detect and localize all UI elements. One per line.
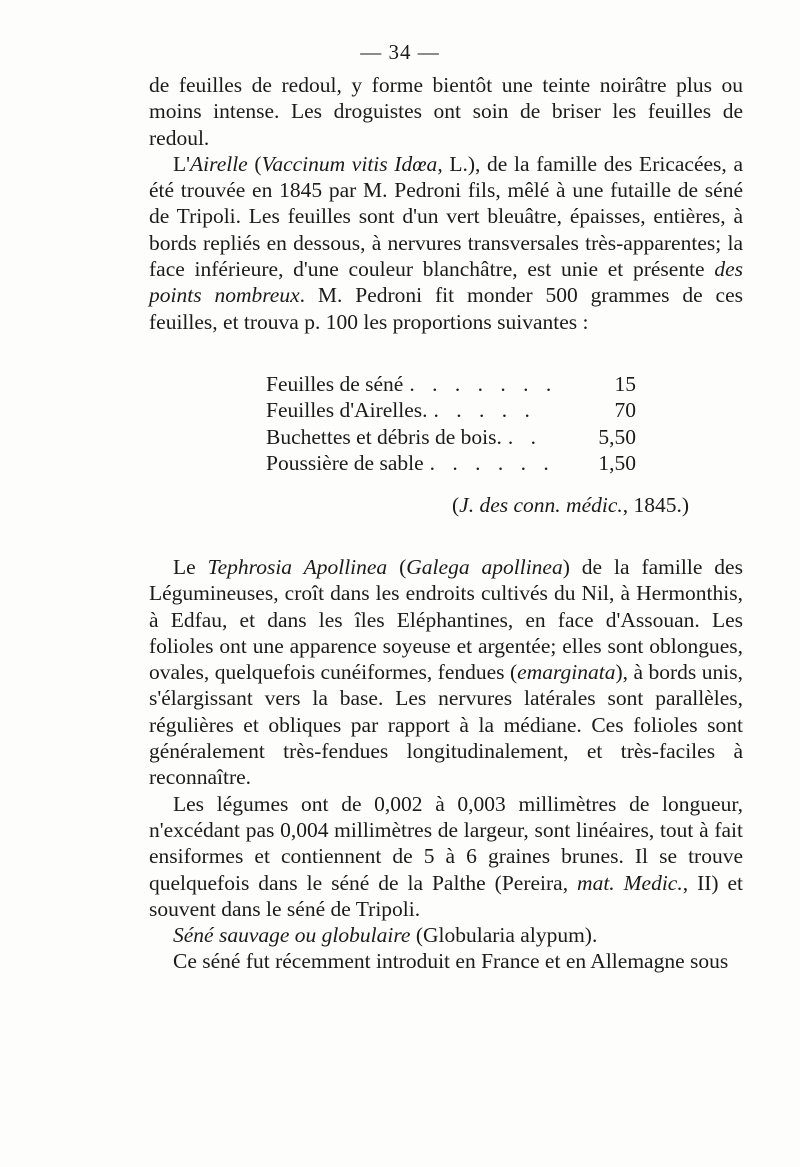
text-run: ( [387,555,407,579]
leader-dots: . . . . . [433,398,536,423]
paragraph-redoul: de feuilles de redoul, y forme bientôt une teinte noirâtre plus ou moins intense. Les droguistes ont soin de briser les feuilles de redoul. [149,73,743,150]
proportion-label: Feuilles de séné [266,372,404,396]
proportions-list [266,371,636,476]
leader-dots: . . . . . . . [409,372,558,396]
text-run: (Globularia alypum). [410,923,598,948]
reference-title: mat. Medic. [577,870,683,895]
proportion-row [266,450,636,476]
proportion-row [266,397,636,423]
latin-name: Vaccinum vitis Idœa [261,151,438,176]
paragraph-airelle [149,151,743,335]
proportion-value: 1,50 [598,450,636,475]
proportion-label: Buchettes et débris de bois. [266,424,502,449]
latin-term: emarginata [517,660,616,685]
text-run: ( [452,493,460,517]
proportion-value: 5,50 [598,424,636,449]
text-run: . M. Pedroni fit monder 500 grammes de ces feuilles, et trouva p. 100 les proportions suivantes : [149,283,743,334]
leader-dots: . . . . . . [429,450,555,475]
text-run: , 1845.) [622,493,690,517]
paragraph-globulaire [149,922,743,948]
proportion-value: 70 [614,398,636,423]
text-run: Les légumes ont de 0,002 à 0,003 millimètres de longueur, n'excédant pas 0,004 millimètres de largeur, sont linéaires, tout à fait ensiformes et contiennent de 5 à 6 graines brunes. Il se trouve quelquefois dans le séné de la Palthe (Pereira, [149,791,743,895]
text-run: , II) et souvent dans le séné de Tripoli. [149,870,744,921]
emphasis-text: des points nombreux [149,257,743,308]
paragraph-tephrosia [149,554,743,791]
page-number: — 34 — [360,40,440,64]
leader-dots: . . [507,424,542,449]
text-run: ), à bords unis, s'élargissant vers la base. Les nervures latérales sont parallèles, régulières et obliques par rapport à la médiane. Ces folioles sont généralement très-fendues longitudinalement, et très-faciles à reconnaître. [149,660,743,790]
text-run: Le [173,555,208,579]
proportion-value: 15 [614,372,636,396]
paragraph-introduction: Ce séné fut récemment introduit en France et en Allemagne sous [173,949,729,974]
proportion-row [266,424,636,450]
species-name: Tephrosia Apollinea [207,555,388,579]
proportion-label: Poussière de sable [266,450,424,475]
section-heading: Séné sauvage ou globulaire [173,923,411,948]
text-run: ) de la famille des Légumineuses, croît dans les endroits cultivés du Nil, à Hermonthis, à Edfau, et dans les îles Eléphantines, en face d'Assouan. Les folioles ont une apparence soyeuse et argentée; elles sont oblongues, ovales, quelquefois cunéiformes, fendues ( [149,555,743,685]
citation-source: J. des conn. médic. [459,493,623,517]
text-run: ( [247,151,262,176]
text-run: L' [173,151,191,176]
body-text-upper [149,72,743,335]
citation [452,492,689,518]
latin-name: Galega apollinea [406,555,563,579]
proportion-row [266,371,636,397]
proportion-label: Feuilles d'Airelles. [266,398,428,423]
paragraph-legumes [149,791,743,922]
body-text-lower [149,554,743,975]
species-name: Airelle [190,151,248,176]
text-run: , L.), de la famille des Ericacées, a été trouvée en 1845 par M. Pedroni fils, mêlé à une futaille de séné de Tripoli. Les feuilles sont d'un vert bleuâtre, épaisses, entières, à bords repliés en dessous, à nervures transversales très-apparentes; la face inférieure, d'une couleur blanchâtre, est unie et présente [149,151,743,282]
